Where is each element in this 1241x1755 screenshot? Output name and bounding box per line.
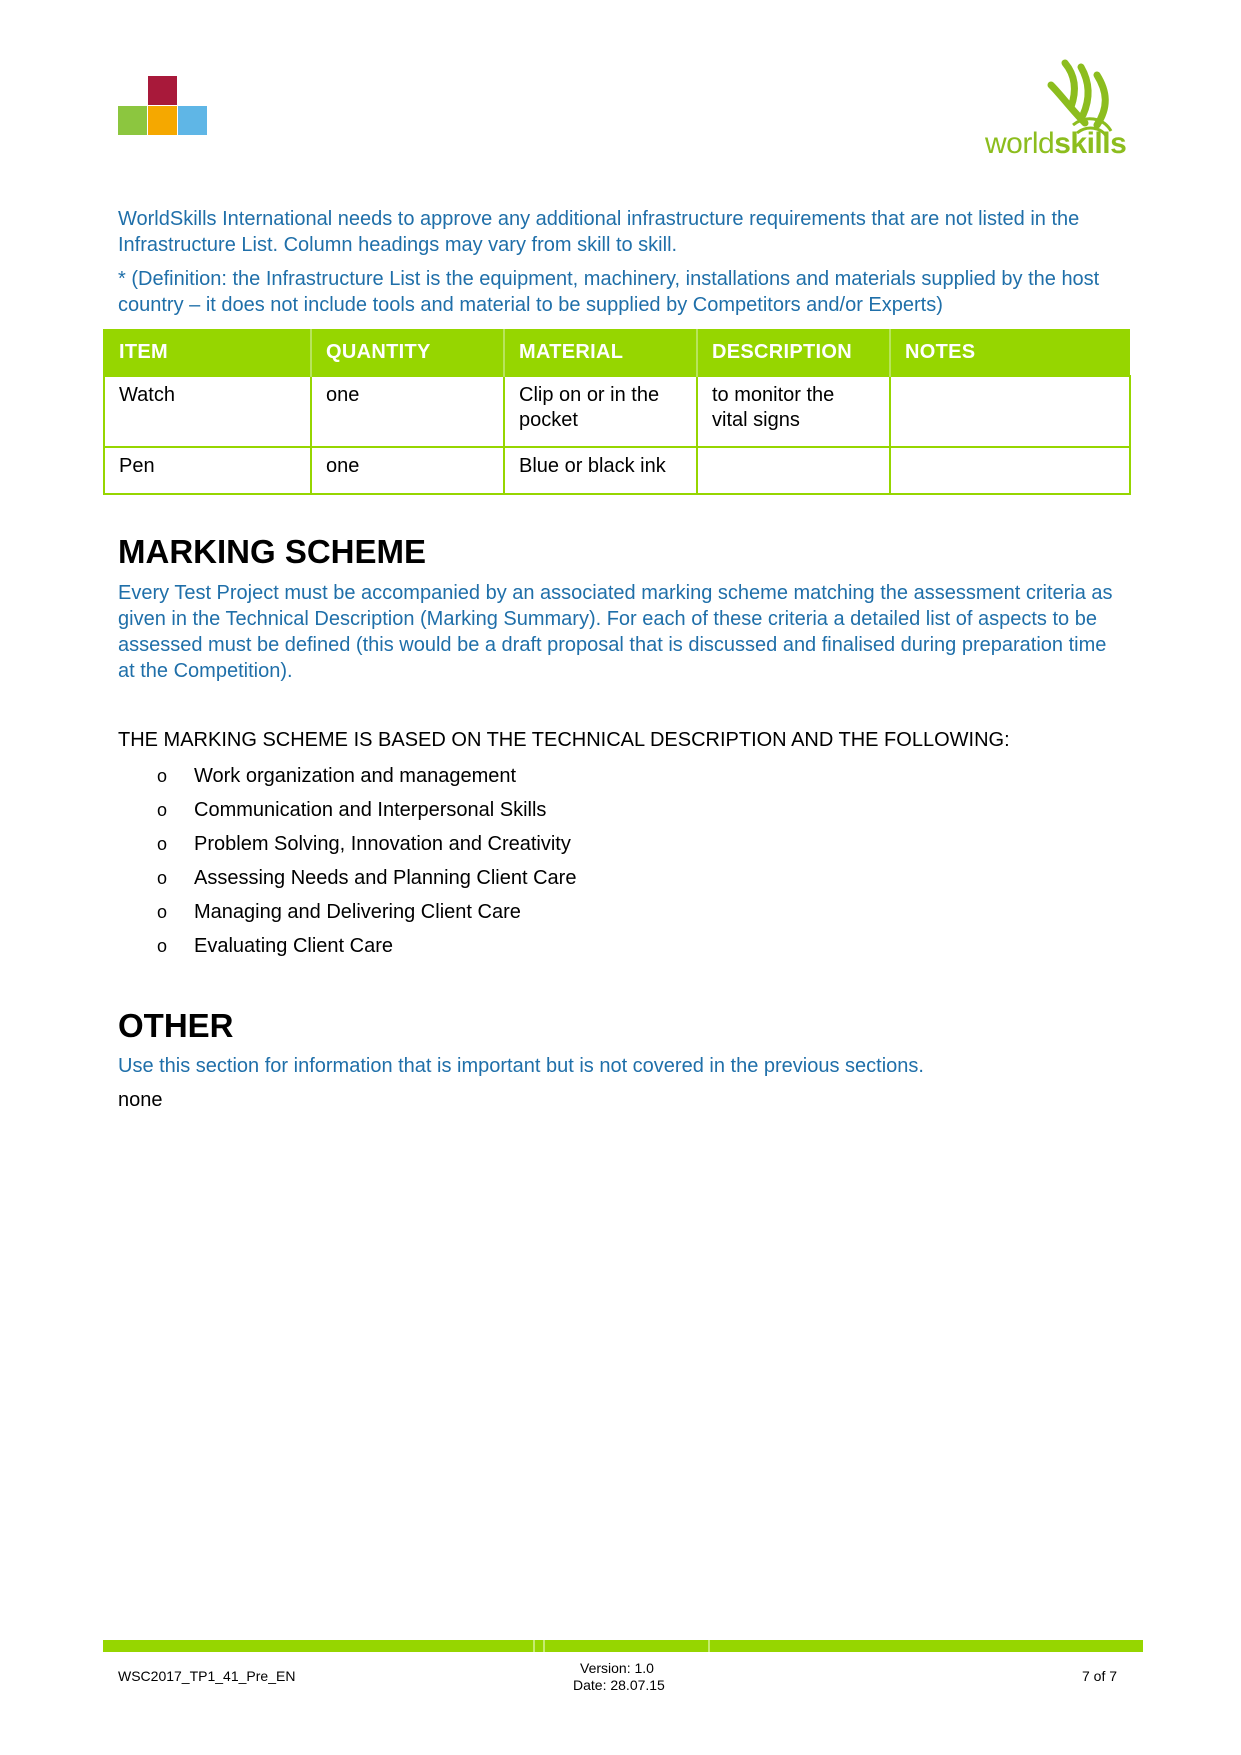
footer-divider <box>103 1640 1143 1652</box>
list-item: o Work organization and management <box>157 762 576 796</box>
table-cell: one <box>311 376 504 447</box>
bullet-circle-icon: o <box>157 868 168 888</box>
column-header-description: DESCRIPTION <box>697 329 890 376</box>
definition-paragraph: * (Definition: the Infrastructure List is the equipment, machinery, installations and materials supplied by the host country – it does not include tools and material to be supplied by Competitors and/or Experts) <box>118 268 1100 316</box>
infrastructure-table <box>103 329 1131 495</box>
intro-paragraph: WorldSkills International needs to approve any additional infrastructure requirements that are not listed in the Infrastructure List. Column headings may vary from skill to skill. <box>118 208 1080 256</box>
logo-square-orange <box>148 106 177 135</box>
table-cell: to monitor the vital signs <box>697 376 890 447</box>
list-item: o Communication and Interpersonal Skills <box>157 796 576 830</box>
bullet-circle-icon: o <box>157 936 168 956</box>
table-header-row <box>104 329 1130 376</box>
table-cell: Watch <box>104 376 311 447</box>
bullet-circle-icon: o <box>157 766 168 786</box>
table-row <box>104 376 1130 447</box>
table-cell: Blue or black ink <box>504 447 697 494</box>
other-content: none <box>118 1089 163 1111</box>
footer-doc-id: WSC2017_TP1_41_Pre_EN <box>118 1668 296 1684</box>
table-cell <box>890 376 1130 447</box>
worldskills-logo <box>985 55 1135 165</box>
list-item: o Managing and Delivering Client Care <box>157 898 576 932</box>
table-cell <box>890 447 1130 494</box>
marking-scheme-basis: THE MARKING SCHEME IS BASED ON THE TECHNICAL DESCRIPTION AND THE FOLLOWING: <box>118 729 1010 751</box>
logo-square-green <box>118 106 147 135</box>
other-description: Use this section for information that is important but is not covered in the previous sections. <box>118 1055 924 1077</box>
footer-page-number: 7 of 7 <box>1082 1668 1118 1684</box>
bullet-circle-icon: o <box>157 902 168 922</box>
worldskills-wordmark: worldskills <box>985 127 1127 160</box>
bullet-circle-icon: o <box>157 800 168 820</box>
marking-scheme-heading: MARKING SCHEME <box>118 533 427 570</box>
column-header-item: ITEM <box>104 329 311 376</box>
bullet-circle-icon: o <box>157 834 168 854</box>
column-header-material: MATERIAL <box>504 329 697 376</box>
logo-square-red <box>148 76 177 105</box>
other-heading: OTHER <box>118 1007 234 1044</box>
table-cell: one <box>311 447 504 494</box>
list-item: o Assessing Needs and Planning Client Care <box>157 864 576 898</box>
list-item: o Evaluating Client Care <box>157 932 576 966</box>
table-row <box>104 447 1130 494</box>
table-cell: Clip on or in the pocket <box>504 376 697 447</box>
criteria-list <box>157 762 576 966</box>
footer-date: Date: 28.07.15 <box>573 1677 665 1693</box>
column-header-notes: NOTES <box>890 329 1130 376</box>
wsi-squares-logo <box>118 76 208 136</box>
marking-scheme-description: Every Test Project must be accompanied by an associated marking scheme matching the assessment criteria as given in the Technical Description (Marking Summary). For each of these criteria a detailed list of aspects to be assessed must be defined (this would be a draft proposal that is discussed and finalised during preparation time at the Competition). <box>118 582 1113 682</box>
logo-square-blue <box>178 106 207 135</box>
footer-version: Version: 1.0 <box>580 1660 654 1676</box>
table-cell: Pen <box>104 447 311 494</box>
table-cell <box>697 447 890 494</box>
column-header-quantity: QUANTITY <box>311 329 504 376</box>
list-item: o Problem Solving, Innovation and Creativity <box>157 830 576 864</box>
